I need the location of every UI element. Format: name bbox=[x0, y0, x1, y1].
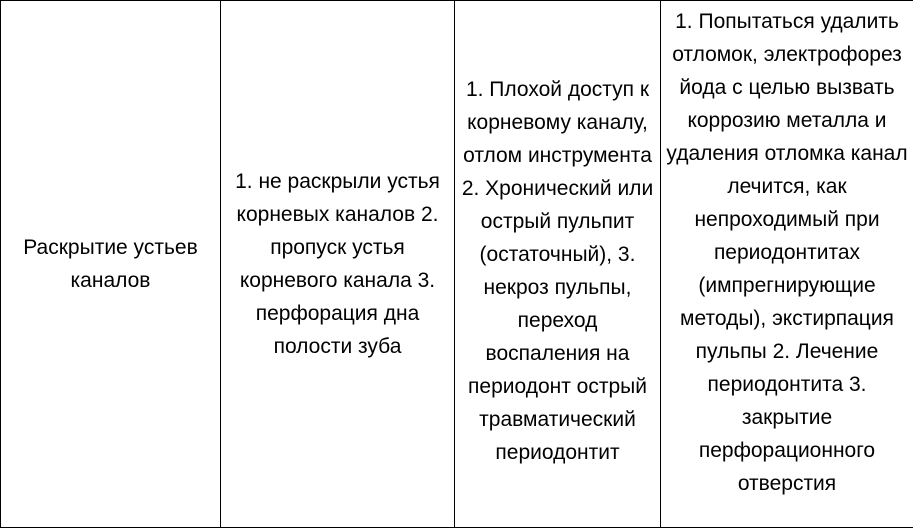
cell-text-treatment: 1. Попытаться удалить отломок, электрофорез йода с целью вызвать коррозию металла и удаления отломка канал лечится, как непроходимый при периодонтитах (импрегнирующие методы), экстирпация пульпы 2. Лечение периодонтита 3. закрытие перфорационного отверстия bbox=[666, 10, 908, 495]
table-cell-errors bbox=[221, 1, 455, 528]
table-cell-consequences bbox=[455, 1, 661, 528]
cell-text-errors: 1. не раскрыли устья корневых каналов 2. пропуск устья корневого канала 3. перфорация дна полости зуба bbox=[235, 170, 440, 358]
table-cell-treatment bbox=[661, 1, 913, 528]
cell-text-consequences: 1. Плохой доступ к корневому каналу, отлом инструмента 2. Хронический или острый пульпит (остаточный), 3. некроз пульпы, переход воспаления на периодонт острый травматический периодонтит bbox=[461, 78, 654, 464]
table-cell-stage bbox=[1, 1, 221, 528]
cell-text-stage: Раскрытие устьев каналов bbox=[23, 236, 198, 292]
